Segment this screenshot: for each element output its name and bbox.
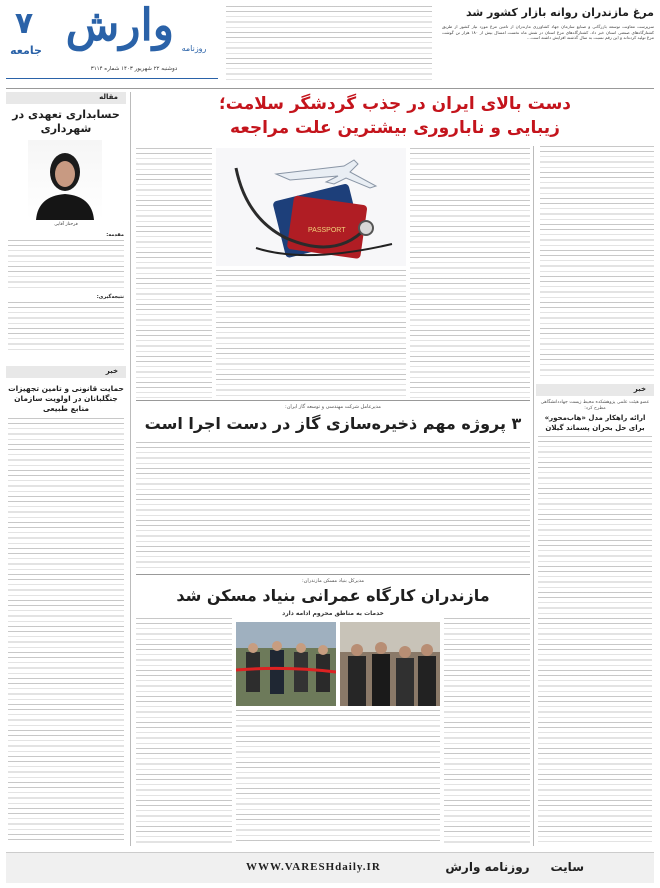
news-box-body: [8, 418, 124, 842]
officials-photo-icon: [340, 622, 440, 706]
column-article: [6, 92, 126, 360]
section-label: جامعه: [10, 44, 42, 57]
logo: وارش: [65, 0, 174, 51]
top-divider: [6, 88, 654, 89]
gas-story-title: ۳ پروژه مهم ذخیره‌سازی گاز در دست اجرا است: [144, 414, 522, 433]
top-story-title: مرغ مازندران روانه بازار کشور شد: [466, 6, 654, 19]
top-story-body-left: [226, 6, 432, 82]
right-news-body: [538, 436, 652, 842]
housing-story-right-text: [444, 618, 530, 844]
masthead: [6, 0, 218, 84]
housing-story-left-text: [136, 618, 232, 844]
housing-photo-ribbon: [236, 622, 336, 706]
housing-story-title: مازندران کارگاه عمرانی بنیاد مسکن شد: [176, 586, 490, 605]
right-news-kicker: عضو هیئت علمی پژوهشکده محیط زیست جهاددانشگاهی مطرح کرد:: [540, 400, 650, 411]
housing-story-bottom-text: [236, 710, 440, 844]
date-line: دوشنبه ۲۲ شهریور ۱۴۰۳ شماره ۳۱۱۴: [90, 66, 178, 72]
author-photo: [28, 140, 102, 220]
right-news-title: ارائه راهکار مدل «هاب‌محور» برای حل بحران پسماند گیلان: [544, 414, 646, 432]
right-column-upper-text: [540, 146, 654, 378]
left-column-divider: [130, 92, 131, 846]
author-portrait-icon: [28, 140, 102, 220]
headline-line-2: زیبایی و ناباروری بیشترین علت مراجعه: [230, 118, 560, 138]
column-article-header: [6, 92, 126, 104]
right-news-header-label: خبر: [633, 385, 646, 393]
health-article-left-text: [136, 148, 212, 398]
housing-story-subtitle: خدمات به مناطق محروم ادامه دارد: [282, 610, 384, 617]
column-article-header-label: مقاله: [99, 93, 118, 101]
svg-text:PASSPORT: PASSPORT: [308, 227, 346, 234]
top-story-body: سرپرست معاونت توسعه بازرگانی و صنایع سازمان جهاد کشاورزی مازندران از تامین مرغ مورد نیاز کشور از طریق کشتارگاه‌های صنعتی استان خبر داد. کشتارگاه‌های مرغ استان در شش ماه نخست امسال بیش از ۱۸۰ هزار تن گوشت مرغ تولید کرده‌اند و این رقم نسبت به سال گذشته افزایش داشته است...: [442, 24, 654, 41]
passport-stethoscope-icon: [216, 148, 406, 266]
gas-story-divider: [136, 400, 530, 401]
news-box-title: حمایت قانونی و تامین تجهیزات جنگلبانان در اولویت سازمان منابع طبیعی: [8, 384, 124, 413]
column-article-body: [8, 240, 124, 292]
intro-label: مقدمه:: [106, 232, 124, 238]
footer-label: سایت روزنامه وارش: [445, 860, 584, 874]
gas-story-kicker: مدیرعامل شرکت مهندسی و توسعه گاز ایران:: [285, 404, 381, 410]
page-number: ۷: [14, 6, 34, 41]
footer-url-link[interactable]: WWW.VARESHdaily.IR: [246, 861, 381, 873]
news-box: [6, 366, 126, 846]
housing-story-kicker: مدیرکل بنیاد مسکن مازندران:: [301, 578, 365, 584]
logo-subtitle: روزنامه: [181, 44, 207, 53]
headline-line-1: دست بالای ایران در جذب گردشگر سلامت؛: [218, 94, 572, 114]
gas-story: [136, 404, 530, 572]
masthead-divider: [6, 78, 218, 79]
ribbon-cutting-photo-icon: [236, 622, 336, 706]
column-article-conclusion: [8, 302, 124, 354]
news-box-header: [6, 366, 126, 378]
housing-story-divider: [136, 574, 530, 575]
footer-bar: [6, 852, 654, 883]
health-tourism-illustration: [216, 148, 406, 266]
gas-story-body: [136, 442, 530, 570]
right-column-divider: [533, 146, 534, 846]
author-name: فرحناز آقایی: [54, 222, 78, 227]
health-article-right-text: [410, 148, 530, 398]
health-article-caption-text: [216, 270, 406, 398]
conclusion-label: نتیجه‌گیری:: [96, 294, 124, 300]
right-news-header: [536, 384, 654, 396]
column-article-title: حسابداری تعهدی در شهرداری: [12, 108, 120, 135]
housing-photo-officials: [340, 622, 440, 706]
right-news: [536, 384, 654, 846]
top-story: [226, 6, 654, 86]
news-box-header-label: خبر: [105, 367, 118, 375]
main-headline: [136, 94, 654, 144]
